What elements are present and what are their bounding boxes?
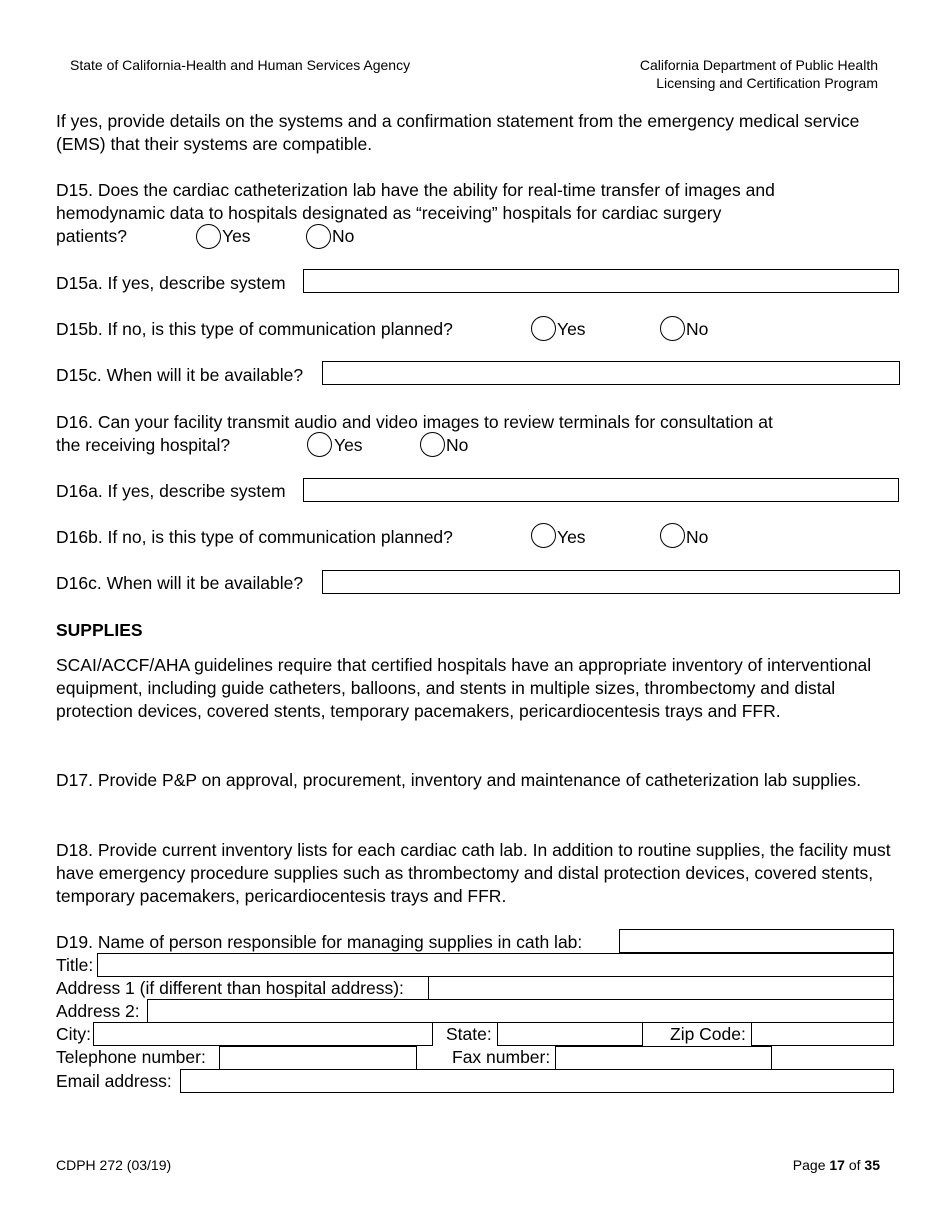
d15b-no-radio[interactable] <box>660 316 685 341</box>
d19-email-input[interactable] <box>180 1069 894 1093</box>
page-prefix: Page <box>792 1157 826 1173</box>
page-current: 17 <box>829 1157 845 1173</box>
d16-no-radio[interactable] <box>420 432 445 457</box>
d16a-label: D16a. If yes, describe system <box>56 481 286 501</box>
d16-no-label: No <box>446 435 469 455</box>
d16-yes-radio[interactable] <box>307 432 332 457</box>
d15b-label: D15b. If no, is this type of communication planned? <box>56 319 453 339</box>
d16b-no-label: No <box>686 527 709 547</box>
d19-address1-input[interactable] <box>428 976 894 1000</box>
d19-title-label: Title: <box>56 955 94 975</box>
d17-paragraph: D17. Provide P&P on approval, procurement, inventory and maintenance of catheterization lab supplies. <box>56 770 862 790</box>
supplies-heading: SUPPLIES <box>56 620 143 640</box>
footer-form-id: CDPH 272 (03/19) <box>56 1157 172 1173</box>
d19-zip-label: Zip Code: <box>670 1024 746 1044</box>
d16c-input[interactable] <box>322 570 900 594</box>
d15c-label: D15c. When will it be available? <box>56 365 304 385</box>
d15b-yes-label: Yes <box>557 319 586 339</box>
supplies-paragraph: SCAI/ACCF/AHA guidelines require that certified hospitals have an appropriate inventory of interventional equipment, including guide catheters, balloons, and stents in multiple sizes, thrombectomy and distal protection devices, covered stents, temporary pacemakers, pericardiocentesis trays and FFR. <box>56 655 872 721</box>
d15-no-label: No <box>332 226 355 246</box>
d16a-input[interactable] <box>303 478 899 502</box>
d16-question-line1: D16. Can your facility transmit audio and video images to review terminals for consultation at <box>56 412 773 432</box>
d19-fax-input[interactable] <box>555 1046 772 1070</box>
d15a-label: D15a. If yes, describe system <box>56 273 286 293</box>
d18-paragraph: D18. Provide current inventory lists for each cardiac cath lab. In addition to routine supplies, the facility must have emergency procedure supplies such as thrombectomy and distal protection devices, covered stents, temporary pacemakers, pericardiocentesis trays and FFR. <box>56 840 891 906</box>
d19-address2-label: Address 2: <box>56 1001 140 1021</box>
d16c-label: D16c. When will it be available? <box>56 573 304 593</box>
d15b-yes-radio[interactable] <box>531 316 556 341</box>
d15c-input[interactable] <box>322 361 900 385</box>
d19-address2-input[interactable] <box>147 999 894 1023</box>
d16-yes-label: Yes <box>334 435 363 455</box>
footer-page-number <box>793 1157 880 1174</box>
d19-city-input[interactable] <box>93 1022 433 1046</box>
header-program: Licensing and Certification Program <box>656 75 878 91</box>
d19-name-label: D19. Name of person responsible for managing supplies in cath lab: <box>56 932 583 952</box>
page-of: of <box>848 1157 861 1173</box>
d19-zip-input[interactable] <box>751 1022 894 1046</box>
header-department: California Department of Public Health <box>639 57 878 73</box>
d16-question-line2: the receiving hospital? <box>56 435 231 455</box>
d16b-yes-radio[interactable] <box>531 523 556 548</box>
d15a-input[interactable] <box>303 269 899 293</box>
d19-phone-input[interactable] <box>219 1046 417 1070</box>
d19-fax-label: Fax number: <box>452 1047 551 1067</box>
header-agency: State of California-Health and Human Services Agency <box>70 57 411 73</box>
d19-title-input[interactable] <box>97 953 894 977</box>
d19-fax-extra-field[interactable] <box>771 1046 894 1070</box>
d15b-no-label: No <box>686 319 709 339</box>
d16b-label: D16b. If no, is this type of communication planned? <box>56 527 453 547</box>
d16b-yes-label: Yes <box>557 527 586 547</box>
d16b-no-radio[interactable] <box>660 523 685 548</box>
d15-yes-label: Yes <box>222 226 251 246</box>
d15-question-line2: hemodynamic data to hospitals designated as “receiving” hospitals for cardiac surgery <box>56 203 722 223</box>
d19-city-label: City: <box>56 1024 91 1044</box>
d19-email-label: Email address: <box>56 1071 172 1091</box>
d15-question-line3: patients? <box>56 226 128 246</box>
page-total: 35 <box>864 1157 880 1173</box>
d19-state-input[interactable] <box>497 1022 643 1046</box>
d19-address1-label: Address 1 (if different than hospital address): <box>56 978 404 998</box>
d19-state-label: State: <box>446 1024 492 1044</box>
d15-question-line1: D15. Does the cardiac catheterization lab have the ability for real-time transfer of images and <box>56 180 775 200</box>
d15-no-radio[interactable] <box>306 224 331 249</box>
intro-paragraph: If yes, provide details on the systems and a confirmation statement from the emergency medical service (EMS) that their systems are compatible. <box>56 111 860 154</box>
d19-phone-label: Telephone number: <box>56 1047 206 1067</box>
d19-name-input[interactable] <box>619 929 894 953</box>
d15-yes-radio[interactable] <box>196 224 221 249</box>
